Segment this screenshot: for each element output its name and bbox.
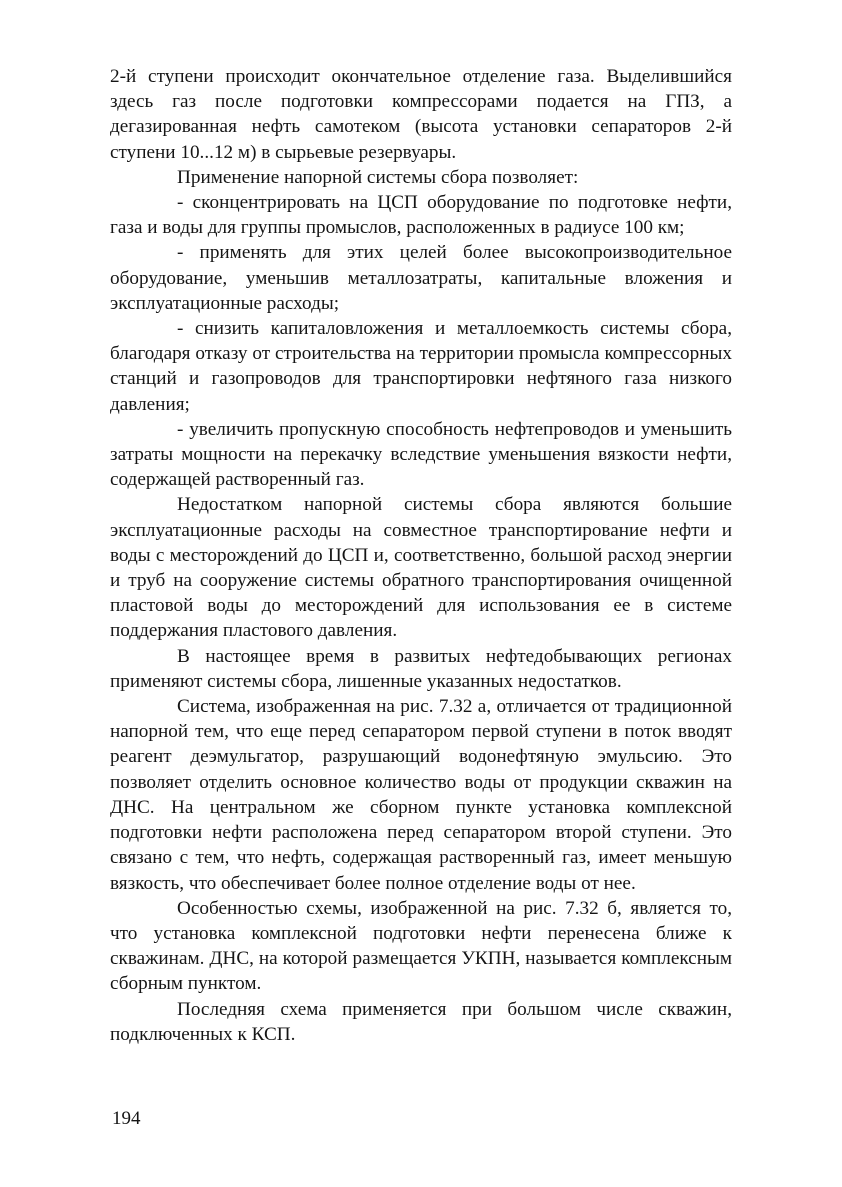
paragraph-4: В настоящее время в развитых нефтедобывающих регионах применяют системы сбора, лишенные указанных недостатков. [110,645,732,692]
list-item-1: - сконцентрировать на ЦСП оборудование по подготовке нефти, газа и воды для группы промыслов, расположенных в радиусе 100 км; [110,192,732,239]
paragraph-7: Последняя схема применяется при большом числе скважин, подключенных к КСП. [110,998,732,1045]
paragraph-6: Особенностью схемы, изображенной на рис. 7.32 б, является то, что установка комплексной подготовки нефти перенесена ближе к скважинам. ДНС, на которой размещается УКПН, называется комплексным сборным пунктом. [110,897,732,995]
paragraph-5: Система, изображенная на рис. 7.32 а, отличается от традиционной напорной тем, что еще перед сепаратором первой ступени в поток вводят реагент деэмульгатор, разрушающий водонефтяную эмульсию. Это позволяет отделить основное количество воды от продукции скважин на ДНС. На центральном же сборном пункте установка комплексной подготовки нефти расположена перед сепаратором второй ступени. Это связано с тем, что нефть, содержащая растворенный газ, имеет меньшую вязкость, что обеспечивает более полное отделение воды от нее. [110,696,732,894]
list-item-2: - применять для этих целей более высокопроизводительное оборудование, уменьшив металлозатраты, капитальные вложения и эксплуатационные расходы; [110,242,732,314]
list-item-3: - снизить капиталовложения и металлоемкость системы сбора, благодаря отказу от строительства на территории промысла компрессорных станций и газопроводов для транспортировки нефтяного газа низкого давления; [110,318,732,415]
page-body [110,64,732,1047]
page-number: 194 [112,1108,141,1129]
paragraph-2: Применение напорной системы сбора позволяет: [177,166,579,188]
list-item-4: - увеличить пропускную способность нефтепроводов и уменьшить затраты мощности на перекачку вследствие уменьшения вязкости нефти, содержащей растворенный газ. [110,418,732,491]
paragraph-3: Недостатком напорной системы сбора являются большие эксплуатационные расходы на совместное транспортирование нефти и воды с месторождений до ЦСП и, соответственно, большой расход энергии и труб на сооружение системы обратного транспортирования очищенной пластовой воды до месторождений для использования ее в системе поддержания пластового давления. [110,494,732,642]
paragraph-1: 2-й ступени происходит окончательное отделение газа. Выделившийся здесь газ после подготовки компрессорами подается на ГПЗ, а дегазированная нефть самотеком (высота установки сепараторов 2-й ступени 10...12 м) в сырьевые резервуары. [110,66,732,163]
